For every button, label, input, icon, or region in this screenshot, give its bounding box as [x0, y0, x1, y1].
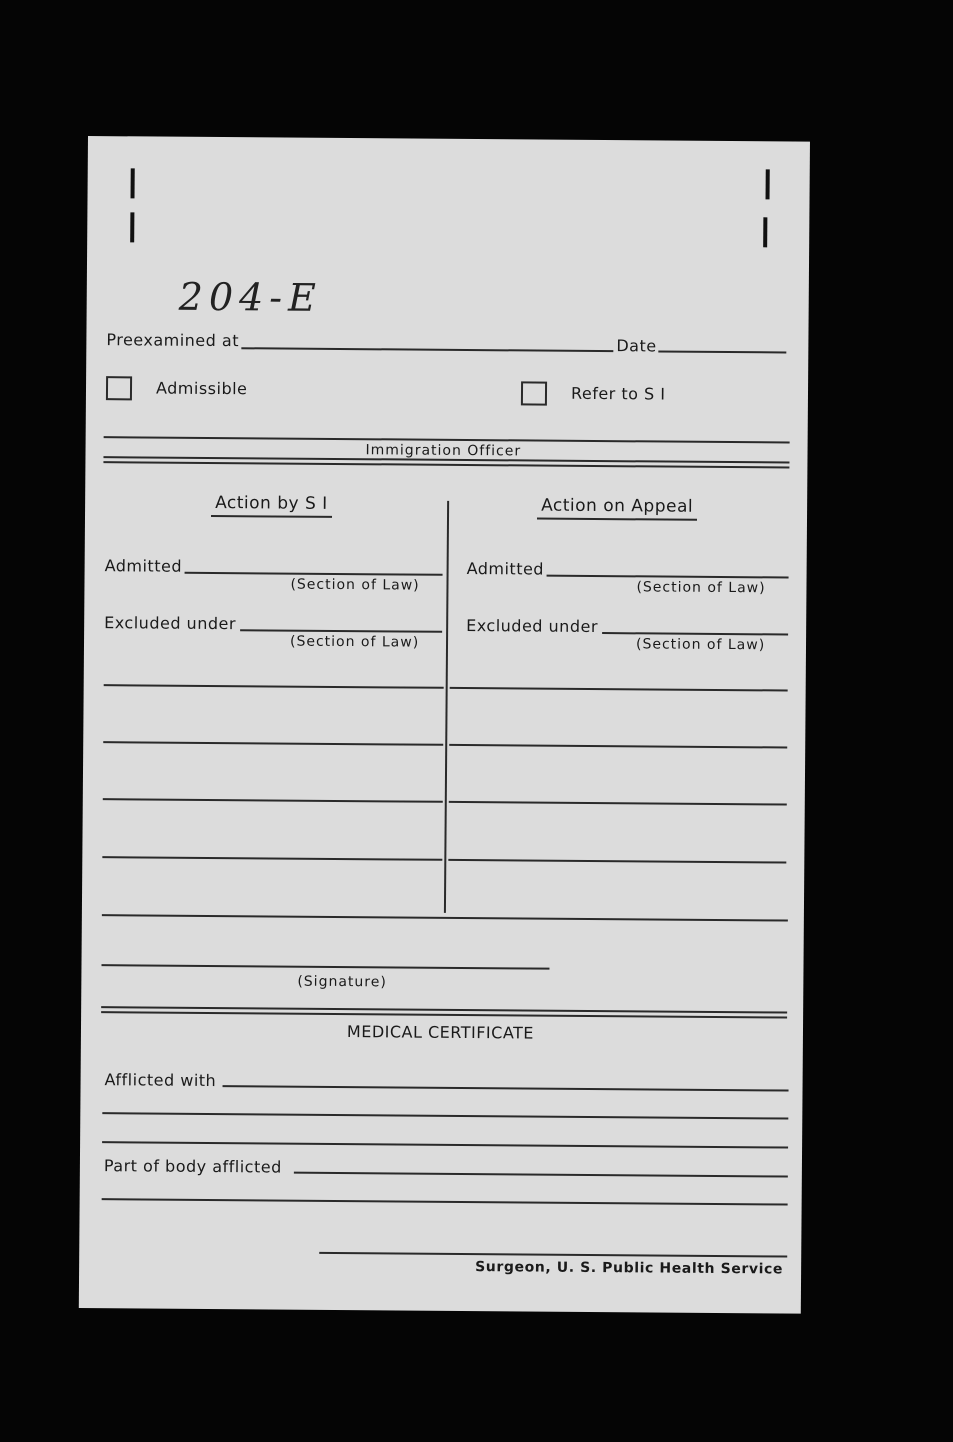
date-label: Date [616, 336, 657, 356]
right-blank-line-1[interactable] [450, 687, 788, 692]
left-blank-line-2[interactable] [103, 741, 443, 746]
right-blank-line-2[interactable] [449, 744, 787, 749]
refer-to-si-checkbox[interactable] [521, 381, 547, 405]
preexamined-field-line[interactable] [241, 347, 613, 352]
right-bracket-mark-bottom [763, 217, 767, 247]
body-part-label: Part of body afflicted [103, 1156, 282, 1177]
preexamined-label: Preexamined at [106, 330, 240, 351]
surgeon-label: Surgeon, U. S. Public Health Service [475, 1259, 784, 1278]
left-blank-line-3[interactable] [103, 798, 443, 803]
afflicted-blank-line-1[interactable] [102, 1112, 788, 1119]
afflicted-with-label: Afflicted with [104, 1070, 217, 1091]
left-admitted-caption: (Section of Law) [290, 576, 420, 594]
right-admitted-field-line[interactable] [547, 575, 789, 579]
right-admitted-caption: (Section of Law) [636, 579, 766, 597]
left-blank-line-4[interactable] [102, 856, 442, 861]
immigration-officer-label: Immigration Officer [365, 442, 522, 460]
signature-label: (Signature) [297, 973, 387, 991]
left-excluded-caption: (Section of Law) [289, 633, 420, 651]
right-excluded-field-line[interactable] [602, 632, 788, 635]
afflicted-blank-line-2[interactable] [102, 1141, 788, 1148]
column-divider [444, 501, 449, 913]
date-field-line[interactable] [658, 350, 786, 353]
right-blank-line-3[interactable] [449, 801, 787, 806]
refer-to-si-label: Refer to S I [570, 383, 666, 404]
left-blank-line-1[interactable] [104, 684, 444, 689]
left-admitted-field-line[interactable] [185, 572, 443, 576]
admissible-label: Admissible [155, 378, 248, 399]
full-width-line[interactable] [102, 914, 788, 921]
left-admitted-label: Admitted [104, 556, 183, 576]
left-column-heading: Action by S I [211, 493, 332, 514]
immigration-inspection-card [79, 136, 810, 1314]
right-excluded-caption: (Section of Law) [635, 636, 766, 654]
right-excluded-label: Excluded under [466, 615, 599, 637]
left-excluded-field-line[interactable] [240, 629, 442, 633]
right-bracket-mark-top [766, 169, 770, 199]
handwritten-card-number: 204-E [178, 274, 323, 320]
left-bracket-mark-top [131, 168, 135, 198]
left-excluded-label: Excluded under [104, 613, 237, 634]
signature-line[interactable] [101, 964, 549, 970]
body-part-blank-line[interactable] [102, 1198, 788, 1205]
body-part-field-line[interactable] [294, 1172, 788, 1178]
surgeon-signature-line[interactable] [319, 1252, 787, 1258]
afflicted-with-field-line[interactable] [223, 1085, 789, 1091]
left-bracket-mark-bottom [130, 212, 134, 242]
right-column-heading: Action on Appeal [537, 496, 697, 517]
admissible-checkbox[interactable] [106, 376, 132, 400]
right-admitted-label: Admitted [466, 558, 545, 579]
medical-certificate-heading: MEDICAL CERTIFICATE [346, 1022, 535, 1043]
right-blank-line-4[interactable] [448, 859, 786, 864]
